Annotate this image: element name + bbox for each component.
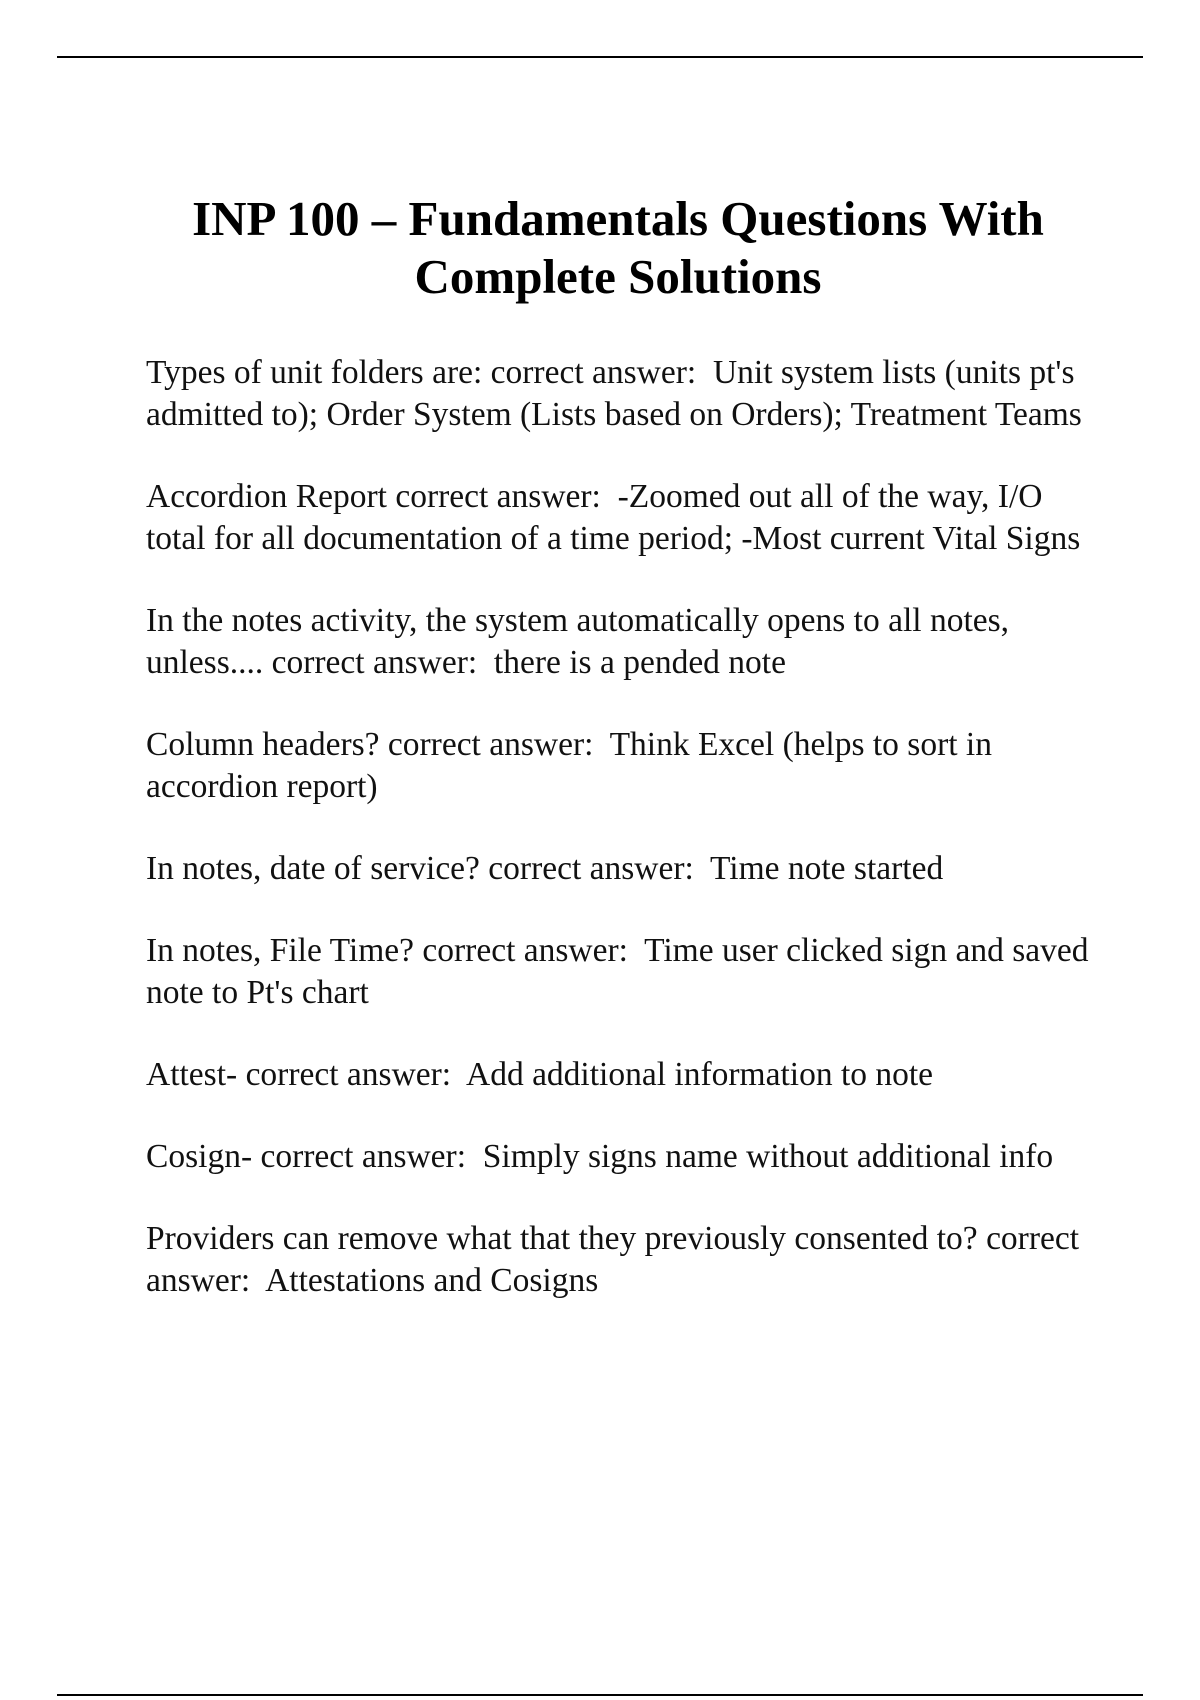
title-line-1: INP 100 – Fundamentals Questions With (192, 191, 1044, 246)
page-title (100, 190, 1136, 306)
question-text: Column headers? (146, 726, 380, 763)
bottom-divider (57, 1694, 1143, 1696)
answer-marker: correct answer: (260, 1138, 467, 1175)
answer-text: Add additional information to note (466, 1056, 934, 1093)
answer-marker: correct answer: (490, 354, 697, 391)
qa-item (146, 600, 1091, 684)
answer-text: there is a pended note (493, 644, 786, 681)
qa-item (146, 848, 1091, 890)
answer-text: Time note started (709, 850, 944, 887)
answer-text: Unit system lists (units pt's admitted to); Order System (Lists based on Orders); Treatment Teams (146, 354, 1082, 433)
answer-marker: correct answer: (271, 644, 478, 681)
answer-text: Time user clicked sign and saved note to Pt's chart (146, 932, 1089, 1011)
qa-item (146, 724, 1091, 808)
title-line-2: Complete Solutions (414, 249, 822, 304)
question-text: Types of unit folders are: (146, 354, 483, 391)
qa-list (146, 352, 1091, 1342)
qa-item (146, 476, 1091, 560)
answer-marker: correct answer: (146, 1220, 1080, 1299)
question-text: Cosign- (146, 1138, 253, 1175)
top-divider (57, 56, 1143, 58)
qa-item (146, 352, 1091, 436)
answer-marker: correct answer: (488, 850, 694, 887)
answer-marker: correct answer: (395, 478, 601, 515)
answer-marker: correct answer: (422, 932, 628, 969)
answer-text: -Zoomed out all of the way, I/O total for all documentation of a time period; -Most current Vital Signs (146, 478, 1081, 557)
qa-item (146, 1136, 1091, 1178)
question-text: Attest- (146, 1056, 238, 1093)
question-text: Providers can remove what that they previously consented to? (146, 1220, 978, 1257)
question-text: In notes, File Time? (146, 932, 415, 969)
question-text: In the notes activity, the system automatically opens to all notes, unless.... (146, 602, 1010, 681)
question-text: Accordion Report (146, 478, 387, 515)
qa-item (146, 1218, 1091, 1302)
answer-marker: correct answer: (245, 1056, 452, 1093)
answer-text: Simply signs name without additional info (482, 1138, 1054, 1175)
answer-text: Think Excel (helps to sort in accordion report) (146, 726, 992, 805)
qa-item (146, 1054, 1091, 1096)
answer-text: Attestations and Cosigns (265, 1262, 599, 1299)
question-text: In notes, date of service? (146, 850, 480, 887)
answer-marker: correct answer: (387, 726, 594, 763)
qa-item (146, 930, 1091, 1014)
